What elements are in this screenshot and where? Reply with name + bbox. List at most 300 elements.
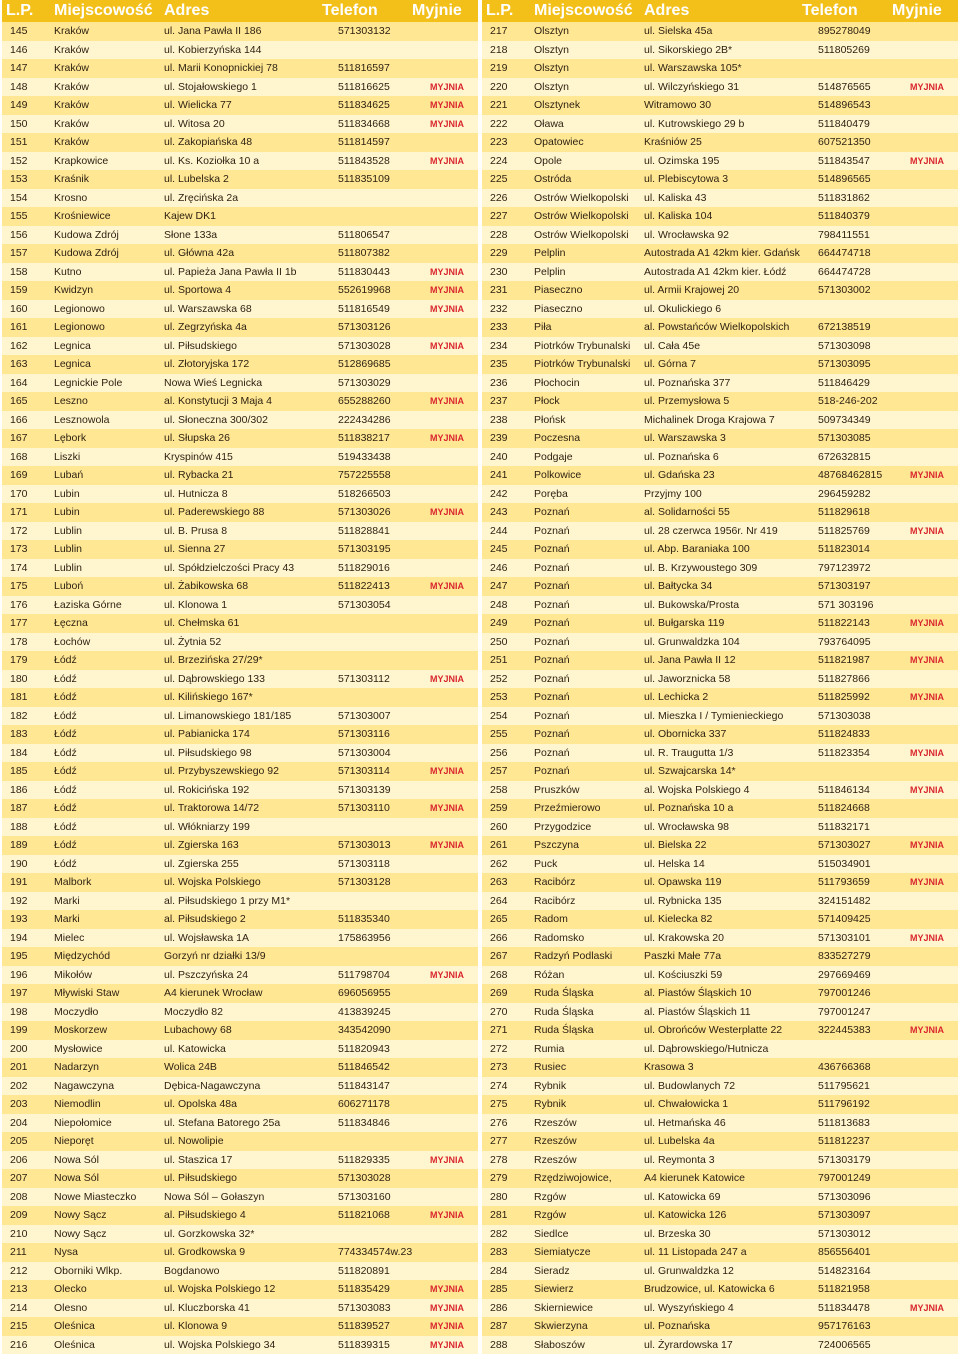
table-row (2, 725, 478, 744)
table-row (2, 115, 478, 134)
address-cell: ul. Rokicińska 192 (164, 783, 250, 796)
city-cell: Ruda Śląska (534, 1024, 594, 1036)
address-cell: ul. Wojsławska 1A (164, 931, 250, 944)
address-cell: al. Konstytucji 3 Maja 4 (164, 395, 272, 407)
address-cell: ul. Sienna 27 (164, 543, 226, 555)
row-number: 182 (10, 709, 28, 722)
city-cell: Łódź (54, 672, 77, 685)
city-cell: Rzgów (534, 1190, 567, 1203)
header-wash: Myjnie (892, 2, 942, 19)
row-number: 261 (490, 839, 508, 851)
table-row (2, 22, 478, 41)
address-cell: ul. Kielecka 82 (644, 913, 713, 925)
table-row (482, 96, 958, 115)
wash-cell: MYJNIA (910, 618, 945, 628)
row-number: 145 (10, 25, 28, 37)
address-cell: ul. Rybnicka 135 (644, 894, 722, 907)
city-cell: Liszki (54, 450, 81, 463)
row-number: 158 (10, 265, 28, 278)
row-number: 181 (10, 691, 28, 703)
wash-cell: MYJNIA (430, 1321, 465, 1331)
header-city: Miejscowość (54, 2, 153, 19)
row-number: 178 (10, 635, 28, 648)
header-wash: Myjnie (412, 2, 462, 19)
table-row (482, 263, 958, 282)
table-body (2, 22, 478, 1354)
city-cell: Mikołów (54, 968, 92, 981)
address-cell: ul. Główna 42a (164, 247, 235, 259)
table-row (2, 1280, 478, 1299)
table-row (2, 263, 478, 282)
address-cell: al. Piłsudskiego 4 (164, 1209, 246, 1221)
header-address: Adres (644, 2, 690, 19)
address-cell: ul. Grunwaldzka 104 (644, 635, 740, 648)
phone-cell: 322445383 (818, 1024, 871, 1036)
phone-cell: 571303098 (818, 339, 871, 352)
wash-cell: MYJNIA (430, 340, 465, 351)
phone-cell: 511814597 (338, 136, 390, 148)
city-cell: Rybnik (534, 1098, 567, 1110)
row-number: 208 (10, 1190, 28, 1203)
wash-cell: MYJNIA (910, 470, 945, 480)
table-row (482, 189, 958, 208)
table-row (2, 300, 478, 319)
phone-cell: 512869685 (338, 358, 391, 370)
row-number: 206 (10, 1153, 28, 1166)
address-cell: Lubachowy 68 (164, 1024, 232, 1036)
row-number: 271 (490, 1024, 508, 1036)
city-cell: Poznań (534, 728, 570, 740)
row-number: 213 (10, 1283, 28, 1295)
city-cell: Krośniewice (54, 210, 111, 222)
city-cell: Piaseczno (534, 302, 583, 315)
table-row (482, 1040, 958, 1059)
address-cell: ul. Nowolipie (164, 1135, 224, 1147)
table-row (482, 207, 958, 226)
city-cell: Nowe Miasteczko (54, 1190, 137, 1203)
address-cell: Gorzyń nr działki 13/9 (164, 950, 266, 962)
row-number: 170 (10, 487, 28, 500)
address-cell: ul. Kaliska 43 (644, 191, 707, 204)
city-cell: Opatowiec (534, 136, 584, 148)
address-cell: Krasowa 3 (644, 1061, 694, 1073)
table-row (2, 1336, 478, 1355)
row-number: 221 (490, 99, 508, 111)
address-cell: ul. Brzeska 30 (644, 1227, 711, 1240)
table-row (482, 152, 958, 171)
address-cell: ul. Paderewskiego 88 (164, 506, 265, 518)
city-cell: Poznań (534, 672, 570, 685)
row-number: 180 (10, 672, 28, 685)
row-number: 212 (10, 1264, 28, 1277)
row-number: 222 (490, 117, 508, 130)
wash-cell: MYJNIA (430, 303, 465, 314)
phone-cell: 511793659 (818, 876, 870, 888)
table-row (482, 78, 958, 97)
city-cell: Poczesna (534, 432, 581, 444)
address-cell: ul. Klonowa 9 (164, 1320, 228, 1332)
address-cell: ul. Żyrardowska 17 (644, 1338, 733, 1351)
address-cell: ul. Hutnicza 8 (164, 487, 228, 500)
city-cell: Poznań (534, 635, 570, 648)
address-cell: ul. Witosa 20 (164, 117, 225, 130)
phone-cell: 222434286 (338, 413, 391, 426)
row-number: 214 (10, 1301, 28, 1314)
city-cell: Piła (534, 321, 552, 333)
table-row (2, 855, 478, 874)
address-cell: ul. Chwałowicka 1 (644, 1098, 729, 1110)
city-cell: Łochów (54, 635, 91, 648)
table-row (2, 207, 478, 226)
city-cell: Luboń (54, 580, 84, 592)
city-cell: Pruszków (534, 783, 580, 796)
wash-cell: MYJNIA (910, 81, 945, 92)
table-row (482, 818, 958, 837)
table-row (482, 355, 958, 374)
left-column (2, 0, 478, 1354)
city-cell: Przygodzice (534, 820, 592, 833)
address-cell: ul. B. Krzywoustego 309 (644, 561, 758, 574)
row-number: 247 (490, 580, 508, 592)
city-cell: Rumia (534, 1042, 565, 1055)
phone-cell: 511843547 (818, 154, 870, 167)
city-cell: Legionowo (54, 321, 105, 333)
table-row (2, 1132, 478, 1151)
address-cell: ul. Włókniarzy 199 (164, 820, 250, 833)
phone-cell: 571303114 (338, 765, 390, 777)
row-number: 193 (10, 913, 28, 925)
phone-cell: 571303110 (338, 802, 390, 814)
table-row (482, 503, 958, 522)
city-cell: Piotrków Trybunalski (534, 339, 631, 352)
row-number: 235 (490, 358, 508, 370)
city-cell: Legionowo (54, 302, 105, 315)
phone-cell: 511832171 (818, 820, 870, 833)
row-number: 198 (10, 1005, 28, 1018)
row-number: 190 (10, 857, 28, 870)
phone-cell: 511825992 (818, 691, 870, 703)
address-cell: ul. Kościuszki 59 (644, 968, 723, 981)
row-number: 272 (490, 1042, 508, 1055)
header-lp: L.P. (486, 2, 514, 19)
city-cell: Ostrów Wielkopolski (534, 210, 629, 222)
wash-cell: MYJNIA (910, 877, 945, 887)
row-number: 284 (490, 1264, 508, 1277)
address-cell: ul. Jana Pawła II 12 (644, 654, 736, 666)
address-cell: ul. Wojska Polskiego (164, 876, 261, 888)
city-cell: Łęczna (54, 617, 88, 629)
row-number: 163 (10, 358, 28, 370)
row-number: 220 (490, 80, 508, 93)
city-cell: Rzeszów (534, 1116, 577, 1129)
table-row (482, 947, 958, 966)
table-row (482, 614, 958, 633)
phone-cell: 856556401 (818, 1246, 871, 1258)
city-cell: Niepołomice (54, 1116, 112, 1129)
phone-cell: 672138519 (818, 321, 871, 333)
address-cell: ul. Warszawska 105* (644, 62, 742, 74)
city-cell: Pelplin (534, 265, 566, 278)
wash-cell: MYJNIA (430, 840, 465, 850)
wash-cell: MYJNIA (910, 1025, 945, 1035)
address-cell: ul. 11 Listopada 247 a (644, 1246, 747, 1258)
table-row (482, 1058, 958, 1077)
city-cell: Poznań (534, 765, 570, 777)
row-number: 216 (10, 1338, 28, 1351)
city-cell: Mływiski Staw (54, 987, 120, 999)
table-row (2, 910, 478, 929)
table-row (482, 448, 958, 467)
address-cell: ul. 28 czerwca 1956r. Nr 419 (644, 524, 778, 537)
city-cell: Nowy Sącz (54, 1227, 107, 1240)
phone-cell: 511843147 (338, 1079, 390, 1092)
address-cell: ul. Zręcińska 2a (164, 191, 239, 204)
city-cell: Kraków (54, 62, 90, 74)
row-number: 264 (490, 894, 508, 907)
address-cell: ul. Spółdzielczości Pracy 43 (164, 561, 295, 574)
phone-cell: 511839527 (338, 1320, 390, 1332)
address-cell: ul. R. Traugutta 1/3 (644, 746, 734, 759)
row-number: 184 (10, 746, 28, 759)
row-number: 160 (10, 302, 28, 315)
phone-cell: 511834478 (818, 1301, 870, 1314)
city-cell: Olsztynek (534, 99, 581, 111)
table-row (482, 115, 958, 134)
row-number: 242 (490, 487, 508, 500)
address-cell: ul. Kluczborska 41 (164, 1301, 250, 1314)
table-row (2, 929, 478, 948)
row-number: 196 (10, 968, 28, 981)
phone-cell: 696056955 (338, 987, 391, 999)
phone-cell: 571303083 (338, 1301, 391, 1314)
city-cell: Niemodlin (54, 1098, 101, 1110)
row-number: 278 (490, 1153, 508, 1166)
row-number: 234 (490, 339, 508, 352)
city-cell: Skierniewice (534, 1301, 593, 1314)
city-cell: Lubań (54, 469, 84, 481)
address-cell: Kryspinów 415 (164, 450, 233, 463)
table-row (482, 41, 958, 60)
phone-cell: 571303112 (338, 672, 390, 685)
phone-cell: 571303139 (338, 783, 391, 796)
row-number: 276 (490, 1116, 508, 1129)
city-cell: Płock (534, 395, 560, 407)
city-cell: Legnica (54, 339, 91, 352)
city-cell: Poznań (534, 561, 570, 574)
phone-cell: 655288260 (338, 395, 391, 407)
row-number: 179 (10, 654, 28, 666)
address-cell: ul. Kutrowskiego 29 b (644, 117, 745, 130)
address-cell: ul. Ks. Koziołka 10 a (164, 154, 260, 167)
table-header (482, 0, 958, 22)
phone-cell: 957176163 (818, 1320, 871, 1332)
row-number: 257 (490, 765, 508, 777)
address-cell: al. Piastów Śląskich 11 (644, 1005, 751, 1018)
address-cell: ul. Opawska 119 (644, 876, 722, 888)
city-cell: Ruda Śląska (534, 987, 594, 999)
city-cell: Lubin (54, 487, 80, 500)
address-cell: ul. Wielicka 77 (164, 99, 232, 111)
row-number: 177 (10, 617, 28, 629)
address-cell: ul. Stefana Batorego 25a (164, 1116, 281, 1129)
address-cell: ul. Pabianicka 174 (164, 728, 250, 740)
phone-cell: 511834668 (338, 117, 390, 130)
phone-cell: 511827866 (818, 672, 870, 685)
row-number: 258 (490, 783, 508, 796)
phone-cell: 324151482 (818, 894, 871, 907)
row-number: 215 (10, 1320, 28, 1332)
table-row (2, 318, 478, 337)
table-row (2, 1077, 478, 1096)
address-cell: Wolica 24B (164, 1061, 217, 1073)
row-number: 231 (490, 284, 508, 296)
address-cell: ul. Marii Konopnickiej 78 (164, 62, 278, 74)
city-cell: Poznań (534, 617, 570, 629)
row-number: 260 (490, 820, 508, 833)
phone-cell: 511825769 (818, 524, 870, 537)
address-cell: ul. Staszica 17 (164, 1153, 233, 1166)
phone-cell: 571303118 (338, 857, 390, 870)
address-cell: ul. Katowicka (164, 1042, 226, 1055)
wash-cell: MYJNIA (910, 784, 945, 795)
address-cell: ul. Poznańska 6 (644, 450, 719, 463)
table-row (482, 485, 958, 504)
table-row (482, 1317, 958, 1336)
table-row (482, 577, 958, 596)
row-number: 189 (10, 839, 28, 851)
city-cell: Łódź (54, 654, 77, 666)
city-cell: Olecko (54, 1283, 87, 1295)
row-number: 183 (10, 728, 28, 740)
table-row (482, 1151, 958, 1170)
row-number: 253 (490, 691, 508, 703)
city-cell: Słaboszów (534, 1338, 585, 1351)
address-cell: ul. Żytnia 52 (164, 635, 222, 648)
city-cell: Łódź (54, 839, 77, 851)
table-row (2, 836, 478, 855)
phone-cell: 511820891 (338, 1264, 390, 1277)
table-row (2, 281, 478, 300)
row-number: 187 (10, 802, 28, 814)
phone-cell: 175863956 (338, 931, 391, 944)
city-cell: Płońsk (534, 413, 566, 426)
address-cell: ul. Wojska Polskiego 12 (164, 1283, 276, 1295)
phone-cell: 571303007 (338, 709, 391, 722)
address-cell: Nowa Wieś Legnicka (164, 376, 263, 389)
phone-cell: 511823354 (818, 746, 870, 759)
row-number: 252 (490, 672, 508, 685)
row-number: 287 (490, 1320, 508, 1332)
city-cell: Moskorzew (54, 1024, 108, 1036)
city-cell: Mysłowice (54, 1042, 103, 1055)
phone-cell: 511835340 (338, 913, 390, 925)
phone-cell: 606271178 (338, 1098, 390, 1110)
wash-cell: MYJNIA (430, 1339, 465, 1350)
address-cell: ul. Abp. Baraniaka 100 (644, 543, 750, 555)
row-number: 282 (490, 1227, 508, 1240)
phone-cell: 511821987 (818, 654, 870, 666)
row-number: 224 (490, 154, 508, 167)
phone-cell: 571 303196 (818, 598, 874, 611)
phone-cell: 514896565 (818, 173, 871, 185)
address-cell: ul. Armii Krajowej 20 (644, 284, 740, 296)
city-cell: Nagawczyna (54, 1079, 115, 1092)
phone-cell: 511812237 (818, 1135, 870, 1147)
city-cell: Piotrków Trybunalski (534, 358, 631, 370)
city-cell: Radom (534, 913, 568, 925)
city-cell: Kraków (54, 25, 90, 37)
address-cell: ul. Zegrzyńska 4a (164, 321, 247, 333)
table-row (482, 984, 958, 1003)
city-cell: Kudowa Zdrój (54, 228, 119, 241)
wash-cell: MYJNIA (430, 1302, 465, 1313)
row-number: 288 (490, 1338, 508, 1351)
phone-cell: 518-246-202 (818, 395, 878, 407)
address-cell: ul. Ozimska 195 (644, 154, 720, 167)
city-cell: Legnica (54, 358, 91, 370)
phone-cell: 571303179 (818, 1153, 871, 1166)
row-number: 146 (10, 43, 28, 56)
city-cell: Poznań (534, 691, 570, 703)
city-cell: Siewierz (534, 1283, 574, 1295)
phone-cell: 511835429 (338, 1283, 390, 1295)
phone-cell: 571303197 (818, 580, 871, 592)
phone-cell: 511821068 (338, 1209, 390, 1221)
city-cell: Olesno (54, 1301, 88, 1314)
city-cell: Marki (54, 894, 80, 907)
row-number: 200 (10, 1042, 28, 1055)
wash-cell: MYJNIA (430, 969, 465, 980)
table-row (2, 984, 478, 1003)
row-number: 175 (10, 580, 28, 592)
phone-cell: 571303028 (338, 339, 391, 352)
row-number: 266 (490, 931, 508, 944)
city-cell: Kraków (54, 136, 90, 148)
phone-cell: 511823014 (818, 543, 870, 555)
row-number: 270 (490, 1005, 508, 1018)
city-cell: Siemiatycze (534, 1246, 591, 1258)
row-number: 225 (490, 173, 508, 185)
address-cell: ul. Warszawska 3 (644, 432, 726, 444)
wash-cell: MYJNIA (430, 266, 465, 277)
city-cell: Oława (534, 117, 564, 130)
city-cell: Leszno (54, 395, 88, 407)
address-cell: ul. Wojska Polskiego 34 (164, 1338, 276, 1351)
phone-cell: 797001247 (818, 1005, 871, 1018)
row-number: 149 (10, 99, 28, 111)
address-cell: ul. B. Prusa 8 (164, 524, 228, 537)
table-row (2, 707, 478, 726)
address-cell: ul. Grunwaldzka 12 (644, 1264, 734, 1277)
wash-cell: MYJNIA (430, 803, 465, 813)
table-row (482, 855, 958, 874)
address-cell: ul. Katowicka 69 (644, 1190, 721, 1203)
phone-cell: 571303013 (338, 839, 391, 851)
table-row (2, 448, 478, 467)
address-cell: ul. Słupska 26 (164, 432, 230, 444)
phone-cell: 571303004 (338, 746, 391, 759)
wash-cell: MYJNIA (910, 692, 945, 702)
city-cell: Łódź (54, 691, 77, 703)
table-row (2, 947, 478, 966)
city-cell: Pszczyna (534, 839, 579, 851)
wash-cell: MYJNIA (910, 747, 945, 758)
row-number: 219 (490, 62, 508, 74)
row-number: 156 (10, 228, 28, 241)
table-row (482, 1095, 958, 1114)
city-cell: Lublin (54, 561, 83, 574)
table-row (2, 799, 478, 818)
